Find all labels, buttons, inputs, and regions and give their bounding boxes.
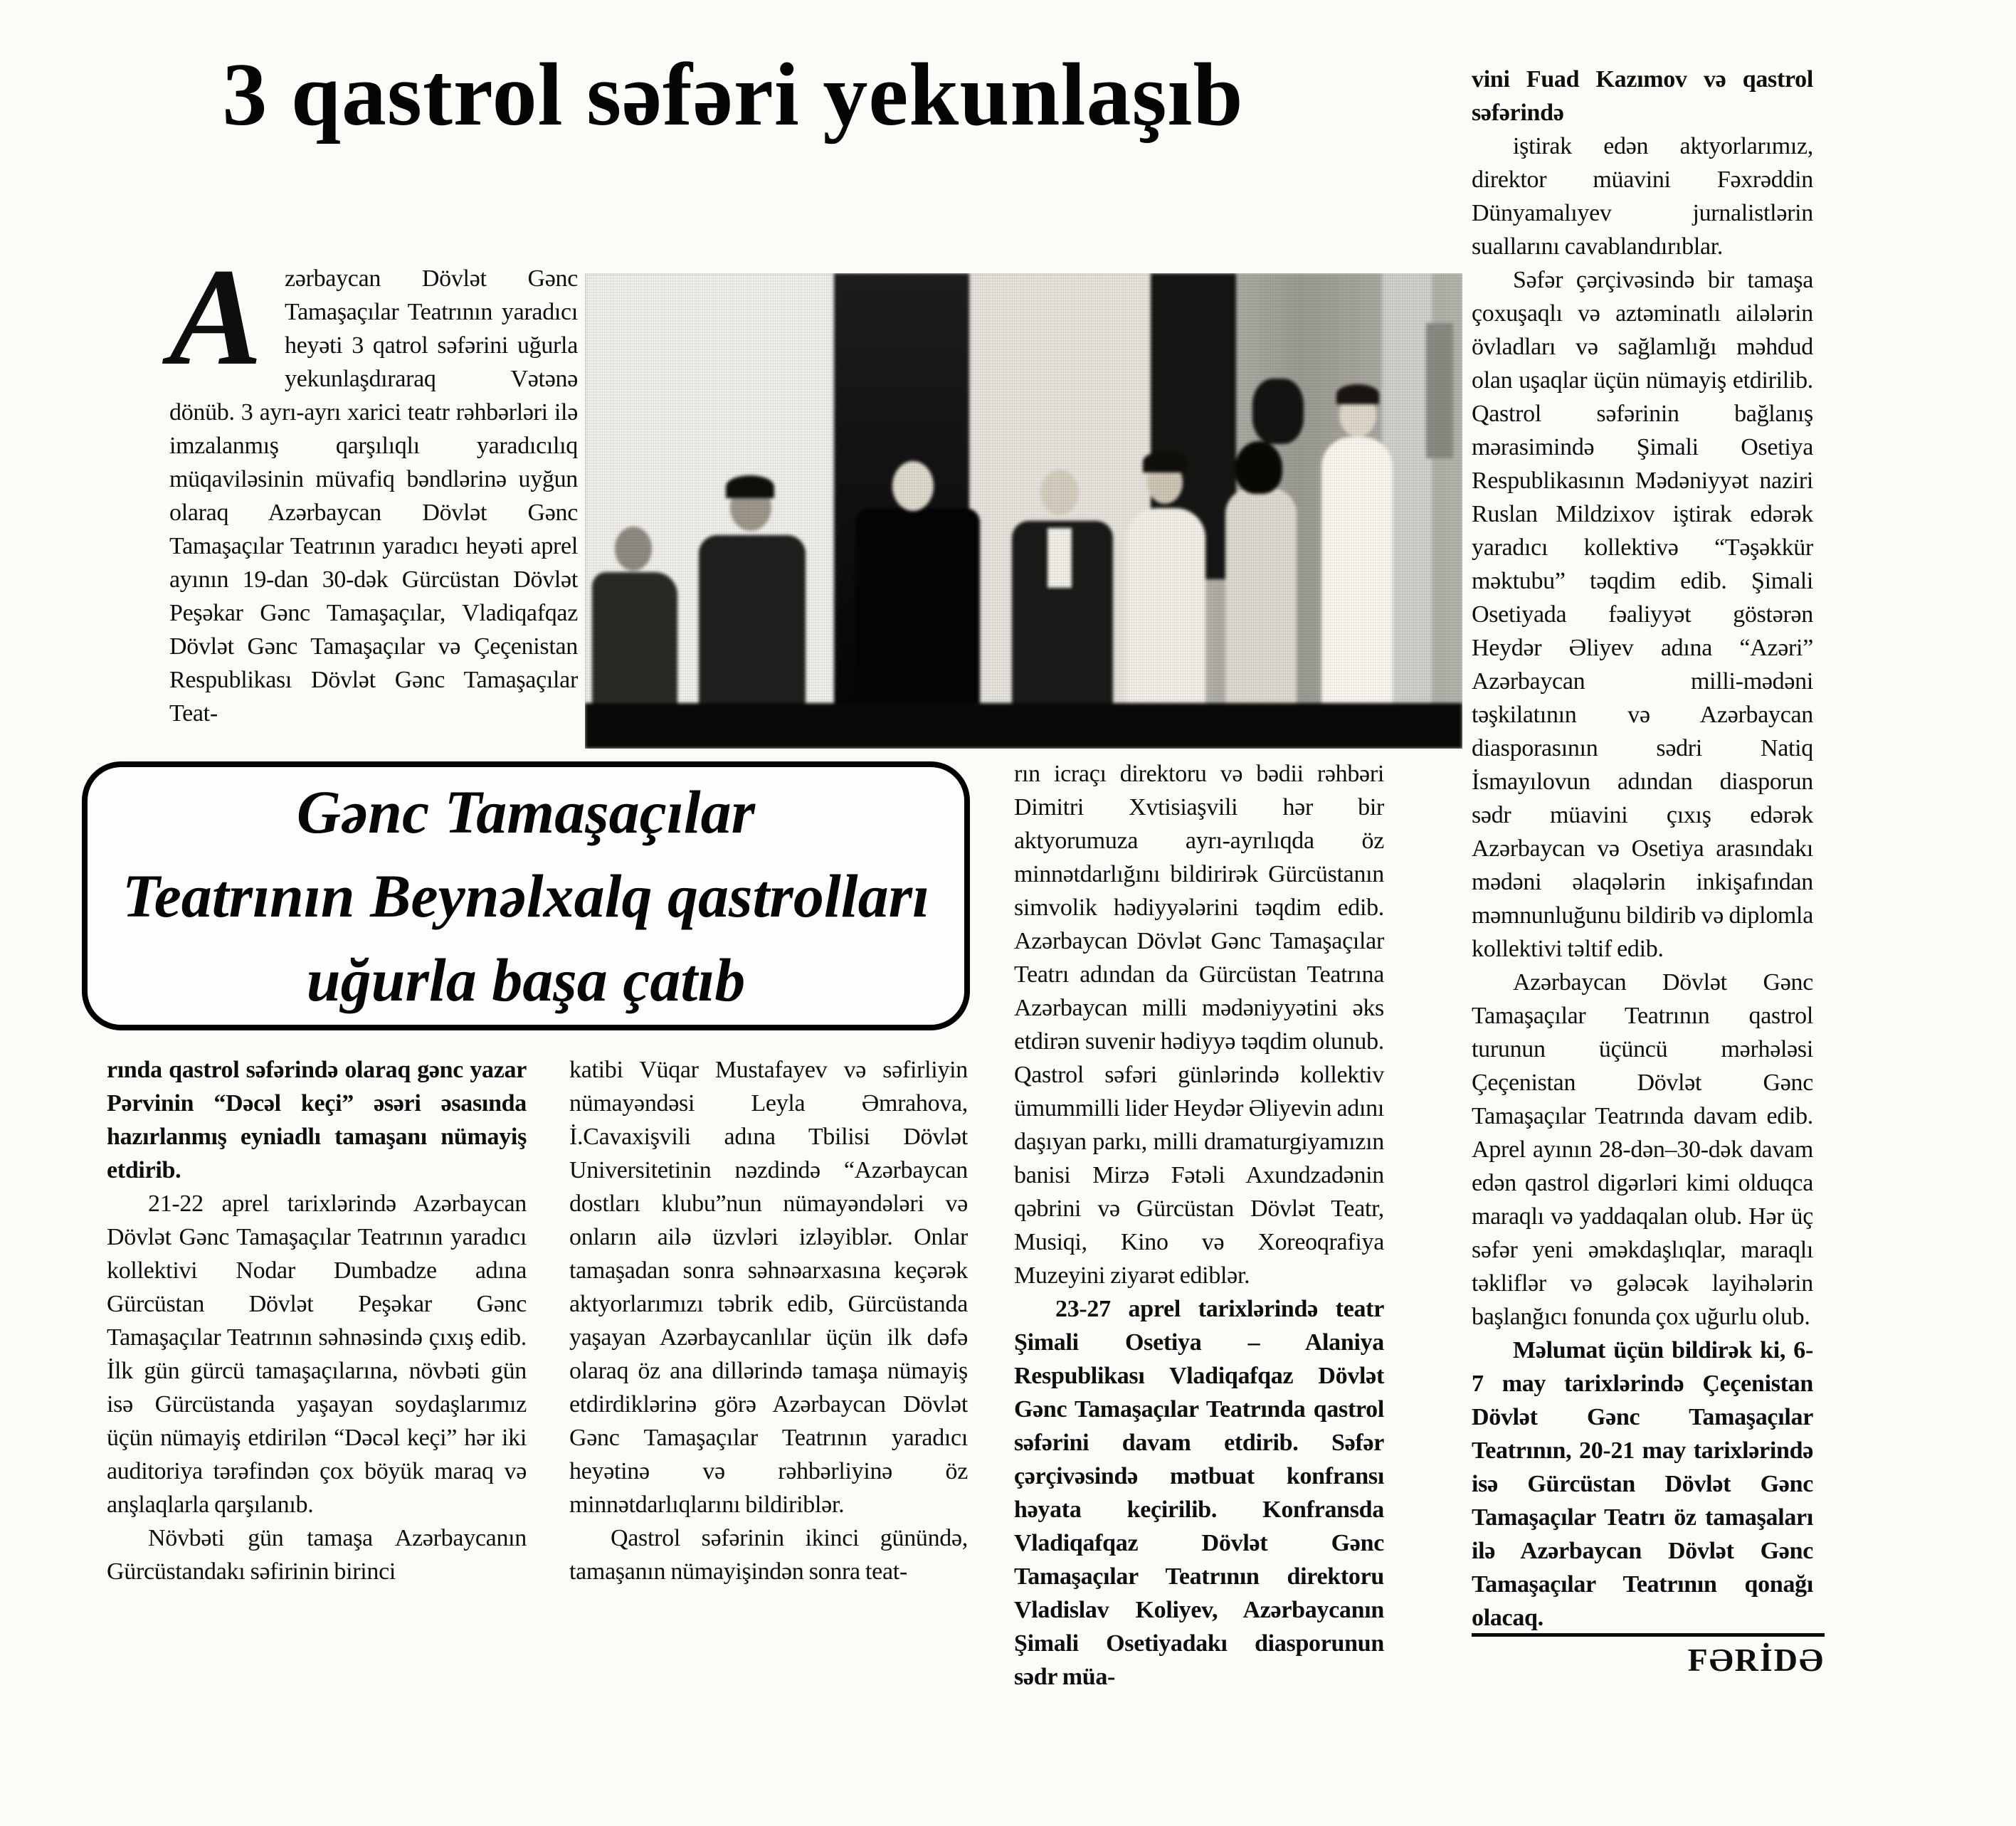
column-1-continued	[107, 1053, 527, 1588]
subheadline-line-1: Gənc Tamaşaçılar	[296, 778, 756, 846]
subheadline-line-2: Teatrının Beynəlxalq qastrolları	[122, 862, 930, 930]
column-3	[1014, 757, 1384, 1694]
subheadline-line-3: uğurla başa çatıb	[306, 946, 746, 1014]
page-title: 3 qastrol səfəri yekunlaşıb	[222, 46, 1244, 144]
paragraph: 21-22 aprel tarixlərində Azərbaycan Dövlət Gənc Tamaşaçılar Teatrının yaradıcı kollektivi Nodar Dumbadze adına Gürcüstan Dövlət Peşəkar Gənc Tamaşaçılar Teatrının səhnəsində çıxış edib. İlk gün gürcü tamaşaçılarına, növbəti gün isə Gürcüstanda yaşayan soydaşlarımız üçün nümayiş etdirilən “Dəcəl keçi” hər iki auditoriya tərəfindən çox böyük maraq və anşlaqlarla qarşılanıb.	[107, 1191, 527, 1518]
paragraph: vini Fuad Kazımov və qastrol səfərində	[1472, 66, 1813, 126]
intro-paragraph-text: zərbaycan Dövlət Gənc Tamaşaçılar Teatrının yaradıcı heyəti 3 qatrol səfərini uğurla yekunlaşdıraraq Vətənə dönüb. 3 ayrı-ayrı xarici teatr rəhbərləri ilə imzalanmış qarşılıqlı yaradıcılıq müqaviləsinin müvafiq bəndlərinə uyğun olaraq Azərbaycan Dövlət Gənc Tamaşaçılar Teatrının yaradıcı heyəti aprel ayının 19-dan 30-dək Gürcüstan Dövlət Peşəkar Gənc Tamaşaçılar, Vladiqafqaz Dövlət Gənc Tamaşaçılar və Çeçenistan Respublikası Dövlət Gənc Tamaşaçılar Teat-	[169, 265, 578, 727]
column-2	[569, 1053, 968, 1588]
paragraph: rında qastrol səfərində olaraq gənc yazar Pərvinin “Dəcəl keçi” əsəri əsasında hazırlanmış eyniadlı tamaşanı nümayiş etdirib.	[107, 1057, 527, 1183]
paragraph: Növbəti gün tamaşa Azərbaycanın Gürcüstandakı səfirinin birinci	[107, 1525, 527, 1585]
photo-grain-overlay	[585, 273, 1462, 749]
paragraph: Səfər çərçivəsində bir tamaşa çoxuşaqlı və aztəminatlı ailələrin övladları və sağlamlığı məhdud olan uşaqlar üçün nümayiş etdirilib. Qastrol səfərinin bağlanış mərasimində Şimali Osetiya Respublikasının Mədəniyyət naziri Ruslan Mildzixov iştirak edərək yaradıcı kollektivə “Təşəkkür məktubu” təqdim edib. Şimali Osetiyada fəaliyyət göstərən Heydər Əliyev adına “Azəri” Azərbaycan milli-mədəni təşkilatının və Azərbaycan diasporasının sədri Natiq İsmayılovun adından diasporun sədr müavini çıxış edərək Azərbaycan və Osetiya arasındakı mədəni əlaqələrin inkişafından məmnunluğunu bildirib və diplomla kollektivi təltif edib.	[1472, 267, 1813, 962]
paragraph: iştirak edən aktyorlarımız, direktor müavini Fəxrəddin Dünyamalıyev jurnalistlərin suallarını cavablandırıblar.	[1472, 133, 1813, 260]
boxed-subheadline	[82, 761, 970, 1030]
paragraph: Qastrol səfərinin ikinci günündə, tamaşanın nümayişindən sonra teat-	[569, 1525, 968, 1585]
paragraph: katibi Vüqar Mustafayev və səfirliyin nümayəndəsi Leyla Əmrahova, İ.Cavaxişvili adına Tbilisi Dövlət Universitetinin nəzdində “Azərbaycan dostları klubu”nun nümayəndələri və onların ailə üzvləri izləyiblər. Onlar tamaşadan sonra səhnəarxasına keçərək aktyorlarımızı təbrik edib, Gürcüstanda yaşayan Azərbaycanlılar üçün ilk dəfə olaraq öz ana dillərində tamaşa nümayiş etdirdiklərinə görə Azərbaycan Dövlət Gənc Tamaşaçılar Teatrının yaradıcı heyətinə və rəhbərliyinə öz minnətdarlıqlarını bildiriblər.	[569, 1057, 968, 1518]
stage-photo	[585, 273, 1462, 749]
intro-paragraph	[169, 240, 578, 730]
paragraph: 23-27 aprel tarixlərində teatr Şimali Osetiya – Alaniya Respublikası Vladiqafqaz Dövlət Gənc Tamaşaçılar Teatrında qastrol səfərini davam etdirib. Səfər çərçivəsində mətbuat konfransı həyata keçirilib. Konfransda Vladiqafqaz Dövlət Gənc Tamaşaçılar Teatrının direktoru Vladislav Koliyev, Azərbaycanın Şimali Osetiyadakı diasporunun sədr müa-	[1014, 1296, 1384, 1690]
byline: FƏRİDƏ	[1687, 1642, 1825, 1678]
column-4	[1472, 63, 1813, 1635]
paragraph: Azərbaycan Dövlət Gənc Tamaşaçılar Teatrının qastrol turunun üçüncü mərhələsi Çeçenistan Dövlət Gənc Tamaşaçılar Teatrında davam edib. Aprel ayının 28-dən–30-dək davam edən qastrol digərləri kimi olduqca maraqlı və yaddaqalan olub. Hər üç səfər yeni əməkdaşlıqlar, maraqlı təkliflər və gələcək layihələrin başlanğıcı fonunda çox uğurlu olub.	[1472, 969, 1813, 1330]
byline-rule	[1472, 1633, 1825, 1637]
column-1-intro	[169, 240, 578, 730]
paragraph: Məlumat üçün bildirək ki, 6-7 may tarixlərində Çeçenistan Dövlət Gənc Tamaşaçılar Teatrının, 20-21 may tarixlərində isə Gürcüstan Dövlət Gənc Tamaşaçılar Teatrı öz tamaşaları ilə Azərbaycan Dövlət Gənc Tamaşaçılar Teatrının qonağı olacaq.	[1472, 1337, 1813, 1631]
paragraph: rın icraçı direktoru və bədii rəhbəri Dimitri Xvtisiaşvili hər bir aktyorumuza ayrı-ayrılıqda öz minnətdarlığını bildirirək Gürcüstanın simvolik hədiyyələrini təqdim edib. Azərbaycan Dövlət Gənc Tamaşaçılar Teatrı adından da Gürcüstan Teatrına Azərbaycan milli mədəniyyətini əks etdirən suvenir hədiyyə təqdim olunub. Qastrol səfəri günlərində kollektiv ümummilli lider Heydər Əliyevin adını daşıyan parkı, milli dramaturgiyamızın banisi Mirzə Fətəli Axundzadənin qəbrini və Gürcüstan Dövlət Teatr, Musiqi, Kino və Xoreoqrafiya Muzeyini ziyarət ediblər.	[1014, 761, 1384, 1289]
dropcap-letter: A	[169, 240, 263, 394]
